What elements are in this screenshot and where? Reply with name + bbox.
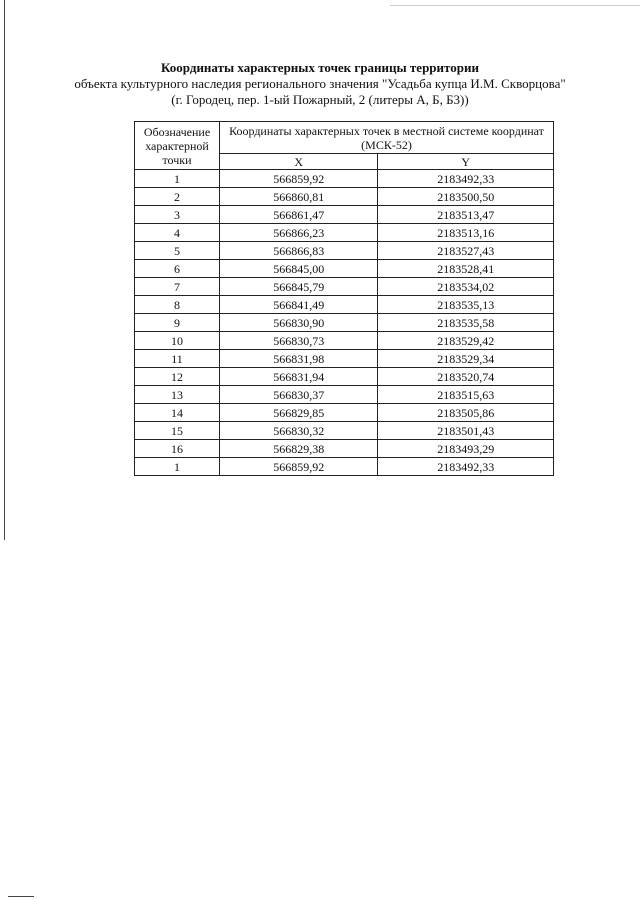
point-cell: 7	[135, 278, 220, 296]
scan-edge-top	[390, 5, 640, 6]
x-cell: 566831,98	[220, 350, 378, 368]
point-cell: 15	[135, 422, 220, 440]
x-cell: 566830,73	[220, 332, 378, 350]
table-row	[135, 314, 554, 332]
table-row	[135, 260, 554, 278]
y-cell: 2183500,50	[378, 188, 554, 206]
table-row	[135, 332, 554, 350]
point-cell: 11	[135, 350, 220, 368]
point-cell: 13	[135, 386, 220, 404]
point-cell: 14	[135, 404, 220, 422]
y-cell: 2183535,58	[378, 314, 554, 332]
x-cell: 566829,85	[220, 404, 378, 422]
y-cell: 2183493,29	[378, 440, 554, 458]
x-cell: 566845,00	[220, 260, 378, 278]
table-row	[135, 170, 554, 188]
point-cell: 12	[135, 368, 220, 386]
x-cell: 566829,38	[220, 440, 378, 458]
table-row	[135, 422, 554, 440]
table-row	[135, 206, 554, 224]
point-cell: 16	[135, 440, 220, 458]
y-cell: 2183529,34	[378, 350, 554, 368]
scan-edge-bottom	[8, 896, 34, 897]
table-row	[135, 368, 554, 386]
table-row	[135, 350, 554, 368]
point-cell: 9	[135, 314, 220, 332]
x-cell: 566860,81	[220, 188, 378, 206]
table-row	[135, 278, 554, 296]
document-title: Координаты характерных точек границы территории	[161, 60, 479, 75]
y-cell: 2183520,74	[378, 368, 554, 386]
table-row	[135, 386, 554, 404]
point-cell: 10	[135, 332, 220, 350]
y-cell: 2183527,43	[378, 242, 554, 260]
point-cell: 3	[135, 206, 220, 224]
y-cell: 2183501,43	[378, 422, 554, 440]
point-cell: 8	[135, 296, 220, 314]
x-cell: 566866,23	[220, 224, 378, 242]
coordinates-group-header: Координаты характерных точек в местной системе координат (МСК-52)	[220, 122, 554, 154]
y-cell: 2183534,02	[378, 278, 554, 296]
y-cell: 2183513,16	[378, 224, 554, 242]
y-cell: 2183505,86	[378, 404, 554, 422]
y-cell: 2183492,33	[378, 170, 554, 188]
y-cell: 2183492,33	[378, 458, 554, 476]
point-cell: 6	[135, 260, 220, 278]
x-cell: 566866,83	[220, 242, 378, 260]
document-subtitle-line-2: (г. Городец, пер. 1-ый Пожарный, 2 (литеры А, Б, Б3))	[171, 92, 469, 107]
x-cell: 566845,79	[220, 278, 378, 296]
x-cell: 566859,92	[220, 458, 378, 476]
point-label-header: Обозначение характерной точки	[135, 122, 220, 170]
point-cell: 1	[135, 170, 220, 188]
document-heading	[0, 60, 640, 108]
document-subtitle-line-1: объекта культурного наследия регионального значения "Усадьба купца И.М. Скворцова"	[74, 76, 566, 91]
y-cell: 2183515,63	[378, 386, 554, 404]
coordinates-table-body	[135, 170, 554, 476]
point-cell: 1	[135, 458, 220, 476]
table-row	[135, 404, 554, 422]
x-cell: 566830,32	[220, 422, 378, 440]
y-cell: 2183528,41	[378, 260, 554, 278]
y-cell: 2183513,47	[378, 206, 554, 224]
coordinates-table-header	[135, 122, 554, 170]
x-cell: 566861,47	[220, 206, 378, 224]
y-cell: 2183535,13	[378, 296, 554, 314]
point-cell: 5	[135, 242, 220, 260]
table-row	[135, 296, 554, 314]
point-cell: 2	[135, 188, 220, 206]
x-cell: 566831,94	[220, 368, 378, 386]
y-header: Y	[378, 154, 554, 170]
x-header: X	[220, 154, 378, 170]
table-row	[135, 242, 554, 260]
table-row	[135, 458, 554, 476]
header-row-top	[135, 122, 554, 154]
x-cell: 566841,49	[220, 296, 378, 314]
x-cell: 566830,90	[220, 314, 378, 332]
table-row	[135, 224, 554, 242]
table-row	[135, 188, 554, 206]
coordinates-table	[134, 121, 554, 476]
x-cell: 566830,37	[220, 386, 378, 404]
x-cell: 566859,92	[220, 170, 378, 188]
y-cell: 2183529,42	[378, 332, 554, 350]
table-row	[135, 440, 554, 458]
point-cell: 4	[135, 224, 220, 242]
